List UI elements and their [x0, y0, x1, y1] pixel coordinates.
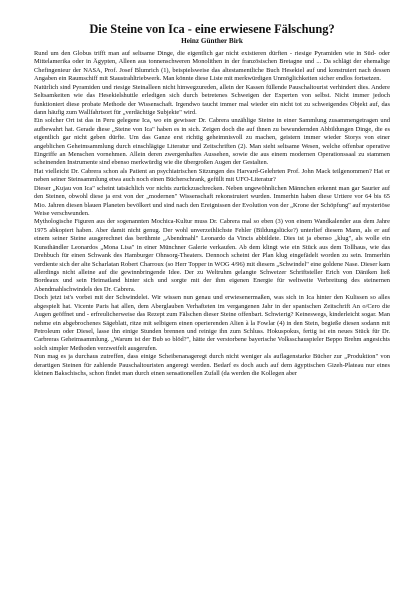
paragraph: Rund um den Globus trifft man auf seltsame Dinge, die eigentlich gar nicht existieren dürften - riesige Pyramiden wie in Süd- oder Mittelamerika oder in Ägypten, Alleen aus tonnenschweren Monolithen in der französischen Bretagne und ... Da schlägt der ehemalige Chefingenieur der NASA, Prof. Josef Blumrich (1), beispielsweise das altestamentliche Buch Hesekiel auf und konstruiert nach dessen Angaben ein Raumschiff mit Staustrahltriebwerk. Man könnte diese Liste mit merkwürdigen Unmöglichkeiten sicher endlos fortsetzen.	[34, 50, 390, 83]
paragraph: Mythologische Figuren aus der sogenannten Mochica-Kultur muss Dr. Cabrera mal so eben (3) von einem Wandkalender aus dem Jahre 1975 abkopiert haben. Aber damit nicht genug. Der wohl unverzeihlichste Fehler (Bildungslücke?) unterlief diesem Mann, als er auf einem seiner Steine ausgerechnet das berühmte „Abendmahl" Leonardo da Vincis abbildete. Dies ist ja ebenso „klug", als wolle ein Kunsthändler Leonardos „Mona Lisa" in einer Münchner Galerie verkaufen. Ab dem klingt wie ein Stück aus dem Tollhaus, wie das Drehbuch für einen Schwank des Hamburger Ohnsorg-Theaters. Dennoch scheint der Plan klug eingefädelt worden zu sein. Immerhin verdiente sich der alte Scharlatan Robert Charroux (so Herr Topper in WOG 4/96) mit diesem „Schwindel" eine goldene Nase. Dieser kam allerdings nicht alleine auf die gewinnbringende Idee. Der zu Weltruhm gelangte Schweizer Schriftsteller Erich von Däniken ließ Bordeaux und sein Heimatland hinter sich und sorgte mit der ihm eigenen Energie für weltweite Verbreitung des steinernen Abendmahlschwindels des Dr. Cabrera.	[34, 218, 390, 293]
paragraph: Hat vielleicht Dr. Cabrera schon als Patient an psychiatrischen Sitzungen des Harvard-Gelehrten Prof. John Mack teilgenommen? Hat er neben seiner Steinsammlung etwa auch noch einen Bücherschrank, gefüllt mit UFO-Literatur?	[34, 167, 390, 184]
author-name: Heinz Günther Birk	[181, 37, 243, 45]
document-title: Die Steine von Ica - eine erwiesene Fälschung?	[89, 22, 335, 36]
article-body	[34, 50, 390, 378]
paragraph: Ein solcher Ort ist das in Peru gelegene Ica, wo ein gewisser Dr. Cabrera unzählige Steine in einer Sammlung zusammengetragen und aufbewahrt hat. Gerade diese „Steine von Ica" haben es in sich. Zeigen doch die auf ihnen zu bewundernden Abbildungen Dinge, die es eigentlich gar nicht geben dürfte. Um das Ganze erst richtig geheimnisvoll zu machen, geistern immer wieder Storys von einer angeblichen Geheimsammlung durch einschlägige Literatur und Zeitschriften (2). Man sieht seltsame Wesen, welche offenbar operative Eingriffe an Menschen vornehmen. Allein deren zwergenhaftes Aussehen, sowie die aus einem modernen Operationssaal zu stammen scheinenden Instrumente sind ebenso merkwürdig wie die übergroßen Augen der Gestalten.	[34, 117, 390, 167]
paragraph: Doch jetzt ist's vorbei mit der Schwindelei. Wir wissen nun genau und erwiesenermaßen, was sich in Ica hinter den Kulissen so alles abgespielt hat. Vicente Paris hat allen, dem Aberglauben Verhafteten im vergangenen Jahr in der spanischen Zeitschrift An o/Cero die Augen geöffnet und - erfreulicherweise das Rezept zum Fälschen dieser Steine offenbart. Schwierig? Keineswegs, kinderleicht sogar. Man nehme ein abgebrochenes Sägeblatt, ritze mit selbigem einen operierenden Alien à la Fowlar (4) in den Stein, begieße diesen sodann mit Petroleum oder Diesel, lasse ihn einige Stunden brennen und reinige ihn zum Schluss. Hokuspokus, fertig ist ein neues Stück für Dr. Carbreras Geheimsammlung. „Warum ist der Bub so blöd?", hätte der verstorbene bayerische Volksschauspieler Beppo Brehm angesichts solch simpler Methoden verzweifelt ausgerufen.	[34, 294, 390, 352]
paragraph: Dieser „Kujau von Ica" scheint tatsächlich vor nichts zurückzuschrecken. Neben ungewöhnlichen Männchen erkennt man gar Saurier auf den Steinen, obwohl diese ja erst von der „modernen" Wissenschaft rekonstruiert wurden. Immerhin haben diese Urtiere vor 64 bis 65 Mio. Jahren diesen blauen Planeten bevölkert und sind nach den Ereignissen der Evolution von der „Krone der Schöpfung" auf mysteriöse Weise verschwunden.	[34, 184, 390, 218]
paragraph: Natürlich sind Pyramiden und riesige Steinalleen nicht hinwegzureden, allein der Kassen füllende Pauschaltourist verhindert dies. Andere Seltsamkeiten wie das Hesekielshuttle erledigen sich durch betretenes Schweigen der Experten von selbst. Nicht immer jedoch funktioniert diese probate Methode der Wissenschaft. Irgendwo taucht immer mal wieder ein nicht tot zu schweigendes Objekt auf, das dann häufig zum Wallfahrtsort für „verdächtige Subjekte" wird.	[34, 83, 390, 116]
paragraph: Nun mag es ja durchaus zutreffen, dass einige Scheibenanageregt durch nicht weniger als auflagenstarke Bücher zur „Produktion" von derartigen Steinen für zahlende Pauschaltouristen angeregt werden. Bedarf es doch auch auf dem ägyptischen Gizeh-Plateau nur eines kleinen Bakschischs, schon findet man durch einen sensationellen Zufall (da werden die Kollegen aber	[34, 353, 390, 378]
